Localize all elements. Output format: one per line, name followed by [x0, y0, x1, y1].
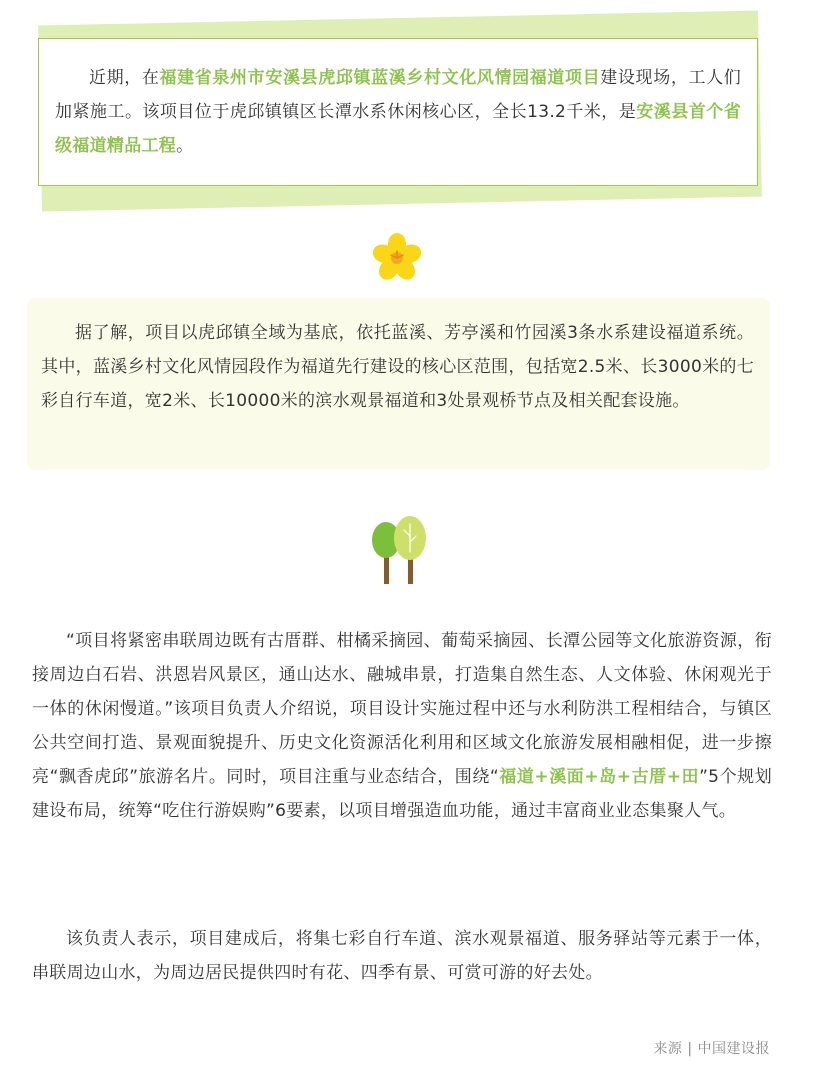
intro-text-1: 近期，在 [89, 68, 160, 88]
intro-paragraph [55, 61, 741, 163]
trees-icon [368, 512, 430, 588]
outcome-paragraph-block [32, 922, 772, 990]
intro-text-3: 。 [176, 136, 194, 156]
details-card [27, 298, 770, 470]
project-text-1: “项目将紧密串联周边既有古厝群、柑橘采摘园、葡萄采摘园、长潭公园等文化旅游资源，衔接周边白石岩、洪恩岩风景区，通山达水、融城串景，打造集自然生态、人文体验、休闲观光于一体的休闲慢道。”该项目负责人介绍说，项目设计实施过程中还与水利防洪工程相结合，与镇区公共空间打造、景观面貌提升、历史文化资源活化利用和区域文化旅游发展相融相促，进一步擦亮“飘香虎邱”旅游名片。同时，项目注重与业态结合，围绕“ [32, 631, 772, 787]
project-highlight-layout: 福道+溪面+岛+古厝+田 [499, 767, 700, 787]
intro-text-2: 建设现场，工人们加紧施工。该项目位于虎邱镇镇区长潭水系休闲核心区，全长13.2千米，是 [55, 68, 742, 122]
source-credit: 来源 | 中国建设报 [653, 1041, 770, 1057]
intro-highlight-project: 福建省泉州市安溪县虎邱镇蓝溪乡村文化风情园福道项目 [159, 68, 601, 88]
details-paragraph: 据了解，项目以虎邱镇全域为基底，依托蓝溪、芳亭溪和竹园溪3条水系建设福道系统。其中，蓝溪乡村文化风情园段作为福道先行建设的核心区范围，包括宽2.5米、长3000米的七彩自行车道，宽2米、长10000米的滨水观景福道和3处景观桥节点及相关配套设施。 [41, 323, 754, 411]
intro-card [38, 38, 758, 186]
project-text-2: ”5个规划建设布局，统筹“吃住行游娱购”6要素，以项目增强造血功能，通过丰富商业业态集聚人气。 [32, 767, 773, 821]
intro-highlight-title: 安溪县首个省级福道精品工程 [55, 102, 741, 156]
yellow-flower-icon [371, 232, 423, 284]
project-paragraph-block [32, 624, 772, 828]
outcome-paragraph: 该负责人表示，项目建成后，将集七彩自行车道、滨水观景福道、服务驿站等元素于一体，串联周边山水，为周边居民提供四时有花、四季有景、可赏可游的好去处。 [32, 929, 772, 983]
project-paragraph [32, 624, 772, 828]
